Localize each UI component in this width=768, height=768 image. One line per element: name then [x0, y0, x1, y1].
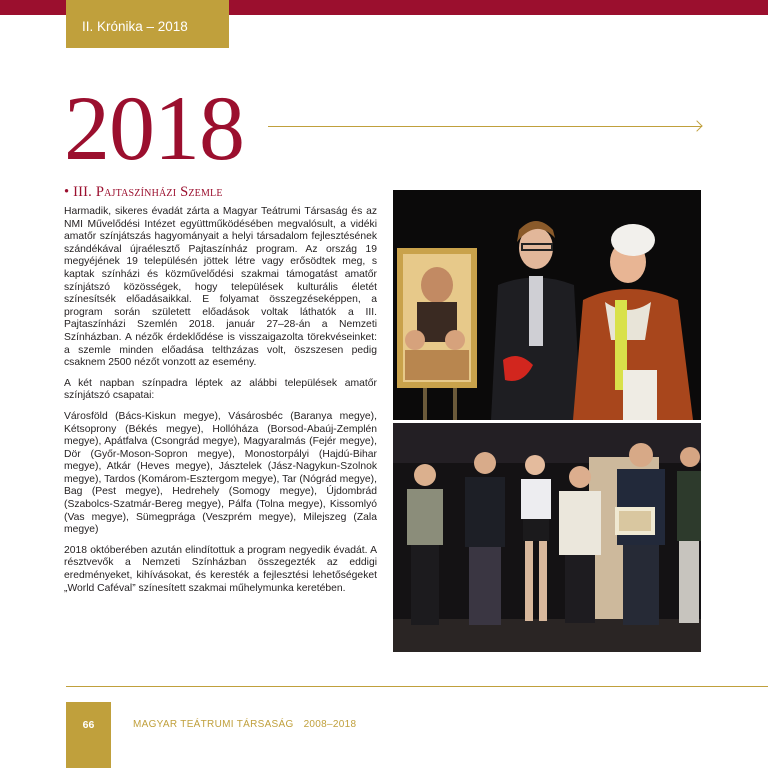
group-award-photo [393, 423, 701, 652]
page-number-tab [66, 702, 111, 768]
section-title: • III. Pajtaszínházi Szemle [64, 184, 223, 200]
footer-organization: MAGYAR TEÁTRUMI TÁRSASÁG [133, 719, 294, 730]
paragraph-intro: Harmadik, sikeres évadát zárta a Magyar Teátrumi Társaság és az NMI Művelődési Intézet együttműködésében megvalósult, a vidéki amatőr színjátszás hagyományait a helyi társadalom fejlesztésének szándékával újraélesztő Pajtaszínház program. Az ország 19 megyéjének 19 településén jöttek létre vagy erősödtek meg, s kaptak színházi és közművelődési szakmai támogatást amatőr színjátszó közösségek, hogy települések kulturális életét színesítsék előadásaikkal. E folyamat összegzéseképpen, a program során született előadások voltak láthatók a III. Pajtaszínházi Szemlén 2018. január 27–28-án a Nemzeti Színházban. A nézők érdeklődése is visszaigazolta törekvéseinket: a szemle minden előadása telthzázas volt, öszszesen pedig csaknem 2500 nézőt vonzott az esemény. [64, 206, 377, 369]
chapter-label: II. Krónika – 2018 [82, 19, 188, 34]
paragraph-lead: A két napban színpadra léptek az alábbi települések amatőr színjátszó csapatai: [64, 377, 377, 402]
footer-divider-line [66, 686, 768, 687]
footer-running-title [133, 719, 356, 730]
page-number: 66 [82, 719, 95, 731]
stage-performance-photo [393, 190, 701, 420]
footer-years: 2008–2018 [303, 719, 357, 730]
paragraph-towns: Városföld (Bács-Kiskun megye), Vásárosbéc (Baranya megye), Kétsoprony (Békés megye), Hollóháza (Borsod-Abaúj-Zemplén megye), Apátfalva (Csongrád megye), Magyaralmás (Fejér megye), Dör (Győr-Moson-Sopron megye), Monostorpályi (Hajdú-Bihar megye), Atkár (Heves megye), Jásztelek (Jász-Nagykun-Szolnok megye), Tardos (Komárom-Esztergom megye), Tar (Nógrád megye), Bag (Pest megye), Hedrehely (Somogy megye), Újdombrád (Szabolcs-Szatmár-Bereg megye), Pálfa (Tolna megye), Kissomlyó (Vas megye), Sümegprága (Veszprém megye), Milejszeg (Zala megye) [64, 410, 377, 536]
chapter-tab [66, 0, 229, 48]
paragraph-closing: 2018 októberében azután elindítottuk a program negyedik évadát. A résztvevők a Nemzeti Színházban összegezték az eddigi eredményeket, kihívásokat, és keresték a fejlesztési lehetőségeket „World Caféval” színesített szakmai műhelymunka keretében. [64, 544, 377, 594]
year-divider-line [268, 126, 702, 127]
article-body [64, 206, 377, 603]
year-heading: 2018 [64, 77, 244, 179]
arrow-right-icon [691, 120, 702, 131]
